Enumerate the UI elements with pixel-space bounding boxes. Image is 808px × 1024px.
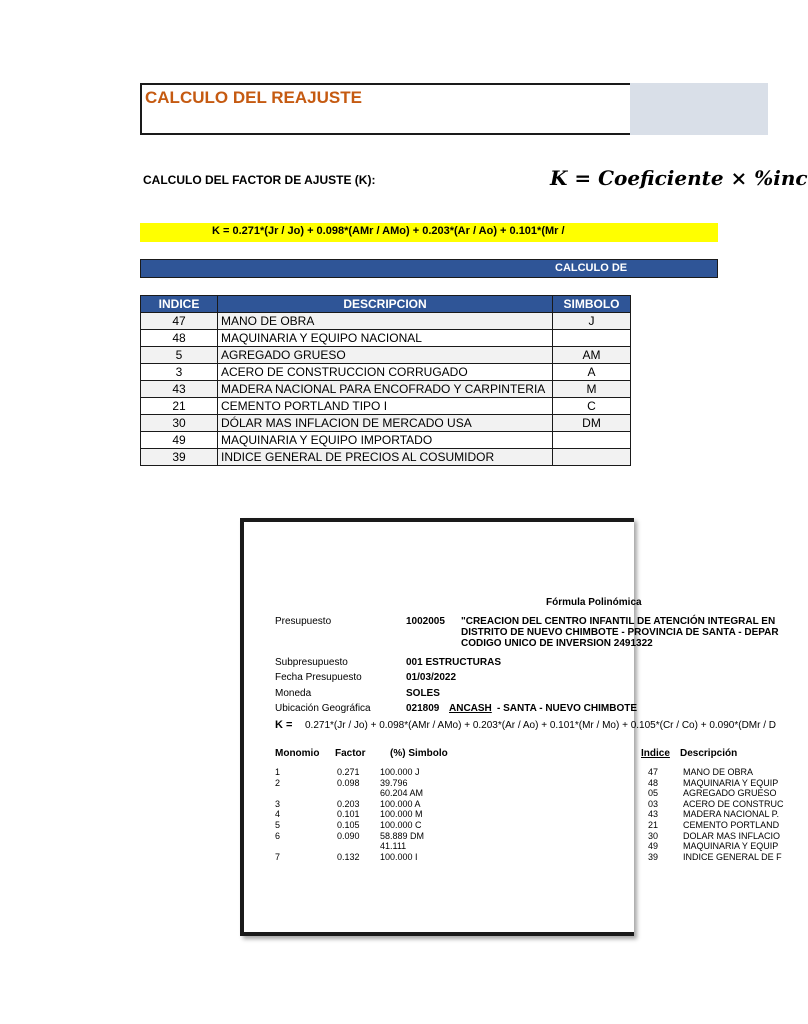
page-title: CALCULO DEL REAJUSTE <box>145 88 362 107</box>
cell-indice: 5 <box>141 347 218 364</box>
doc-monomio-pct: 41.111 <box>380 841 407 852</box>
doc-presupuesto-label: Presupuesto <box>275 616 332 627</box>
cell-descripcion: INDICE GENERAL DE PRECIOS AL COSUMIDOR <box>218 449 553 466</box>
cell-indice: 49 <box>141 432 218 449</box>
doc-indice-desc: INDICE GENERAL DE F <box>683 851 782 862</box>
section-header-text: CALCULO DE <box>555 262 628 274</box>
doc-monomio-num: 7 <box>275 851 281 862</box>
cell-descripcion: CEMENTO PORTLAND TIPO I <box>218 398 553 415</box>
cell-descripcion: MAQUINARIA Y EQUIPO NACIONAL <box>218 330 553 347</box>
doc-monomio-pct: 39.796 <box>380 777 408 788</box>
doc-monomio-num: 2 <box>275 777 281 788</box>
doc-monomio-factor: 0.090 <box>337 830 360 841</box>
doc-monomio-factor: 0.203 <box>337 798 360 809</box>
doc-ubicacion-code: 021809 <box>406 703 440 714</box>
doc-indice-desc: ACERO DE CONSTRUC <box>683 798 784 809</box>
title-grey-cell <box>630 83 768 135</box>
doc-indice-num: 49 <box>648 841 659 852</box>
doc-indice-desc: MADERA NACIONAL P. <box>683 809 780 820</box>
doc-presupuesto-line1: "CREACION DEL CENTRO INFANTIL DE ATENCIÓN INTEGRAL EN <box>461 616 776 627</box>
doc-monomio-num: 1 <box>275 767 281 777</box>
cell-descripcion: MANO DE OBRA <box>218 313 553 330</box>
doc-fecha-value: 01/03/2022 <box>406 672 457 683</box>
doc-monomio-pct: 58.889 DM <box>380 830 425 841</box>
doc-monomio-factor: 0.271 <box>337 767 360 777</box>
cell-indice: 48 <box>141 330 218 347</box>
table-row <box>141 449 631 466</box>
doc-col-monomio: Monomio <box>275 748 320 759</box>
header-descripcion: DESCRIPCION <box>218 296 553 313</box>
formula-k-equation: K = Coeficiente × %inc <box>550 166 808 190</box>
table-row <box>141 313 631 330</box>
cell-descripcion: DÓLAR MAS INFLACION DE MERCADO USA <box>218 415 553 432</box>
header-simbolo: SIMBOLO <box>553 296 631 313</box>
cell-simbolo: A <box>553 364 631 381</box>
doc-indice-num: 05 <box>648 788 659 799</box>
doc-indice-desc: CEMENTO PORTLAND <box>683 820 780 830</box>
doc-fecha-label: Fecha Presupuesto <box>275 672 362 683</box>
formula-bar <box>140 223 718 242</box>
table-header-row <box>141 296 631 313</box>
doc-indice-num: 03 <box>648 798 659 809</box>
cell-descripcion: ACERO DE CONSTRUCCION CORRUGADO <box>218 364 553 381</box>
doc-moneda-value: SOLES <box>406 688 440 699</box>
doc-indice-num: 43 <box>648 809 659 820</box>
doc-k-formula: 0.271*(Jr / Jo) + 0.098*(AMr / AMo) + 0.203*(Ar / Ao) + 0.101*(Mr / Mo) + 0.105*(Cr / Co) + 0.090*(DMr / D <box>305 720 777 731</box>
doc-presupuesto-code: 1002005 <box>406 616 445 627</box>
doc-monomio-num: 5 <box>275 820 281 830</box>
doc-ubicacion-label: Ubicación Geográfica <box>275 703 371 714</box>
doc-col-pct: (%) Simbolo <box>390 748 448 759</box>
doc-indice-desc: MAQUINARIA Y EQUIP <box>683 777 779 788</box>
cell-simbolo: AM <box>553 347 631 364</box>
doc-indice-desc: AGREGADO GRUESO <box>683 788 777 799</box>
doc-col-indice: Indice <box>641 748 670 759</box>
cell-indice: 21 <box>141 398 218 415</box>
doc-monomio-factor: 0.098 <box>337 777 360 788</box>
table-row <box>141 415 631 432</box>
doc-indice-num: 47 <box>648 767 659 777</box>
cell-simbolo <box>553 330 631 347</box>
doc-indice-num: 21 <box>648 820 659 830</box>
doc-monomio-factor: 0.101 <box>337 809 360 820</box>
doc-monomio-pct: 100.000 A <box>380 798 421 809</box>
table-row <box>141 381 631 398</box>
doc-col-factor: Factor <box>335 748 366 759</box>
cell-simbolo: DM <box>553 415 631 432</box>
factor-label: CALCULO DEL FACTOR DE AJUSTE (K): <box>143 173 376 187</box>
doc-monomio-num: 4 <box>275 809 281 820</box>
doc-monomio-pct: 100.000 J <box>380 767 420 777</box>
table-row <box>141 364 631 381</box>
scanned-document-content <box>275 590 784 920</box>
doc-monomio-factor: 0.105 <box>337 820 360 830</box>
doc-subpresupuesto-label: Subpresupuesto <box>275 657 348 668</box>
doc-heading: Fórmula Polinómica <box>546 597 642 608</box>
cell-simbolo <box>553 432 631 449</box>
doc-monomio-pct: 60.204 AM <box>380 788 424 799</box>
cell-indice: 47 <box>141 313 218 330</box>
doc-monomio-pct: 100.000 I <box>380 851 418 862</box>
doc-subpresupuesto-value: 001 ESTRUCTURAS <box>406 657 502 668</box>
cell-simbolo: M <box>553 381 631 398</box>
doc-k-label: K = <box>275 719 293 731</box>
doc-ubicacion-rest: - SANTA - NUEVO CHIMBOTE <box>497 703 637 714</box>
doc-indice-num: 30 <box>648 830 659 841</box>
doc-monomio-factor: 0.132 <box>337 851 360 862</box>
doc-moneda-label: Moneda <box>275 688 312 699</box>
doc-indice-num: 48 <box>648 777 659 788</box>
cell-indice: 30 <box>141 415 218 432</box>
doc-col-desc: Descripción <box>680 748 738 759</box>
cell-simbolo <box>553 449 631 466</box>
cell-descripcion: MAQUINARIA Y EQUIPO IMPORTADO <box>218 432 553 449</box>
doc-ubicacion-dep: ANCASH <box>449 703 492 714</box>
header-indice: INDICE <box>141 296 218 313</box>
table-row <box>141 330 631 347</box>
section-header-bar <box>140 259 718 278</box>
doc-indice-desc: DOLAR MAS INFLACIO <box>683 830 781 841</box>
doc-presupuesto-line3: CODIGO UNICO DE INVERSION 2491322 <box>461 638 653 649</box>
doc-monomio-pct: 100.000 M <box>380 809 423 820</box>
table-row <box>141 398 631 415</box>
cell-indice: 43 <box>141 381 218 398</box>
cell-simbolo: C <box>553 398 631 415</box>
cell-simbolo: J <box>553 313 631 330</box>
doc-presupuesto-line2: DISTRITO DE NUEVO CHIMBOTE - PROVINCIA DE SANTA - DEPAR <box>461 627 779 638</box>
cell-indice: 3 <box>141 364 218 381</box>
table-row <box>141 347 631 364</box>
doc-indice-desc: MAQUINARIA Y EQUIP <box>683 841 779 852</box>
doc-monomio-num: 6 <box>275 830 281 841</box>
table-row <box>141 432 631 449</box>
cell-descripcion: AGREGADO GRUESO <box>218 347 553 364</box>
doc-monomio-pct: 100.000 C <box>380 820 422 830</box>
doc-indice-desc: MANO DE OBRA <box>683 767 754 777</box>
doc-monomio-num: 3 <box>275 798 281 809</box>
doc-indice-num: 39 <box>648 851 659 862</box>
cell-descripcion: MADERA NACIONAL PARA ENCOFRADO Y CARPINTERIA <box>218 381 553 398</box>
formula-line: K = 0.271*(Jr / Jo) + 0.098*(AMr / AMo) + 0.203*(Ar / Ao) + 0.101*(Mr / <box>212 225 565 237</box>
indices-table <box>140 295 631 466</box>
cell-indice: 39 <box>141 449 218 466</box>
